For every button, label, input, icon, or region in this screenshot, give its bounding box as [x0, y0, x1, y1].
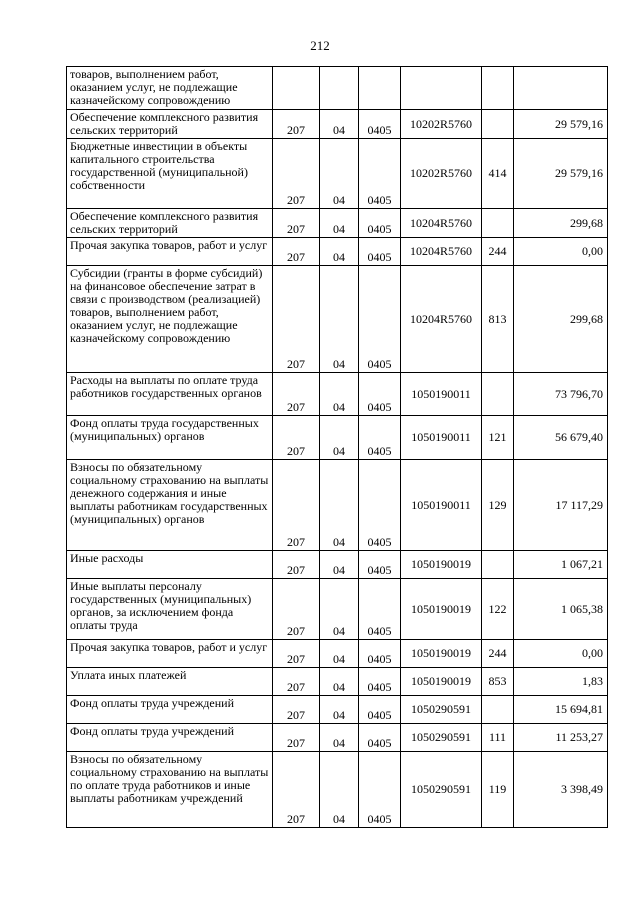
- target-code: 1050190011: [401, 460, 482, 551]
- row-name: Фонд оплаты труда учреждений: [67, 696, 273, 724]
- table-row: [67, 238, 608, 266]
- table-row: [67, 266, 608, 373]
- subsection-code: 0405: [359, 640, 401, 668]
- ministry-code: 207: [273, 460, 320, 551]
- amount: 29 579,16: [514, 110, 608, 139]
- amount: 15 694,81: [514, 696, 608, 724]
- expense-type-code: [482, 209, 514, 238]
- subsection-code: 0405: [359, 752, 401, 828]
- amount: 299,68: [514, 209, 608, 238]
- section-code: 04: [320, 110, 359, 139]
- amount: 3 398,49: [514, 752, 608, 828]
- target-code: 1050190019: [401, 668, 482, 696]
- subsection-code: 0405: [359, 416, 401, 460]
- table-row: [67, 752, 608, 828]
- table-row: [67, 209, 608, 238]
- section-code: 04: [320, 460, 359, 551]
- table-row: [67, 551, 608, 579]
- amount: 0,00: [514, 640, 608, 668]
- ministry-code: 207: [273, 551, 320, 579]
- ministry-code: 207: [273, 696, 320, 724]
- ministry-code: 207: [273, 668, 320, 696]
- expense-type-code: 244: [482, 640, 514, 668]
- section-code: 04: [320, 696, 359, 724]
- row-name: Фонд оплаты труда государственных (муниципальных) органов: [67, 416, 273, 460]
- row-name: Субсидии (гранты в форме субсидий) на финансовое обеспечение затрат в связи с производством (реализацией) товаров, выполнением работ, оказанием услуг, не подлежащие казначейскому сопровождению: [67, 266, 273, 373]
- table-row: [67, 640, 608, 668]
- row-name: Фонд оплаты труда учреждений: [67, 724, 273, 752]
- target-code: 1050190019: [401, 579, 482, 640]
- subsection-code: [359, 67, 401, 110]
- ministry-code: 207: [273, 110, 320, 139]
- target-code: [401, 67, 482, 110]
- table-row: [67, 696, 608, 724]
- amount: 56 679,40: [514, 416, 608, 460]
- expense-type-code: [482, 110, 514, 139]
- expense-type-code: [482, 373, 514, 416]
- row-name: Иные выплаты персоналу государственных (муниципальных) органов, за исключением фонда оплаты труда: [67, 579, 273, 640]
- expense-type-code: 121: [482, 416, 514, 460]
- row-name: Взносы по обязательному социальному страхованию на выплаты по оплате труда работников и иные выплаты работникам учреждений: [67, 752, 273, 828]
- table-row: [67, 724, 608, 752]
- row-name: Расходы на выплаты по оплате труда работников государственных органов: [67, 373, 273, 416]
- subsection-code: 0405: [359, 579, 401, 640]
- expense-type-code: 119: [482, 752, 514, 828]
- table-row: [67, 110, 608, 139]
- section-code: 04: [320, 266, 359, 373]
- expense-type-code: 111: [482, 724, 514, 752]
- expense-type-code: 244: [482, 238, 514, 266]
- table-row: [67, 579, 608, 640]
- subsection-code: 0405: [359, 238, 401, 266]
- amount: 299,68: [514, 266, 608, 373]
- subsection-code: 0405: [359, 139, 401, 209]
- target-code: 10204R5760: [401, 209, 482, 238]
- amount: [514, 67, 608, 110]
- subsection-code: 0405: [359, 266, 401, 373]
- target-code: 10204R5760: [401, 266, 482, 373]
- amount: 1 065,38: [514, 579, 608, 640]
- ministry-code: 207: [273, 640, 320, 668]
- section-code: 04: [320, 209, 359, 238]
- section-code: 04: [320, 416, 359, 460]
- ministry-code: 207: [273, 266, 320, 373]
- target-code: 10202R5760: [401, 110, 482, 139]
- ministry-code: [273, 67, 320, 110]
- subsection-code: 0405: [359, 696, 401, 724]
- subsection-code: 0405: [359, 724, 401, 752]
- amount: 73 796,70: [514, 373, 608, 416]
- section-code: 04: [320, 139, 359, 209]
- ministry-code: 207: [273, 752, 320, 828]
- expense-type-code: 414: [482, 139, 514, 209]
- target-code: 10202R5760: [401, 139, 482, 209]
- expense-type-code: 853: [482, 668, 514, 696]
- section-code: 04: [320, 551, 359, 579]
- table-row: [67, 67, 608, 110]
- target-code: 1050190011: [401, 373, 482, 416]
- expense-type-code: 813: [482, 266, 514, 373]
- table-row: [67, 139, 608, 209]
- budget-table-body: [67, 67, 608, 828]
- row-name: Обеспечение комплексного развития сельских территорий: [67, 209, 273, 238]
- expense-type-code: [482, 67, 514, 110]
- target-code: 1050190019: [401, 640, 482, 668]
- section-code: 04: [320, 752, 359, 828]
- amount: 17 117,29: [514, 460, 608, 551]
- ministry-code: 207: [273, 238, 320, 266]
- table-row: [67, 460, 608, 551]
- expense-type-code: [482, 696, 514, 724]
- row-name: Прочая закупка товаров, работ и услуг: [67, 640, 273, 668]
- page-number: 212: [310, 38, 330, 53]
- ministry-code: 207: [273, 579, 320, 640]
- ministry-code: 207: [273, 373, 320, 416]
- row-name: Прочая закупка товаров, работ и услуг: [67, 238, 273, 266]
- subsection-code: 0405: [359, 668, 401, 696]
- subsection-code: 0405: [359, 209, 401, 238]
- section-code: 04: [320, 238, 359, 266]
- target-code: 1050290591: [401, 724, 482, 752]
- row-name: Иные расходы: [67, 551, 273, 579]
- expense-type-code: [482, 551, 514, 579]
- subsection-code: 0405: [359, 460, 401, 551]
- section-code: 04: [320, 640, 359, 668]
- row-name: Бюджетные инвестиции в объекты капитального строительства государственной (муниципальной) собственности: [67, 139, 273, 209]
- amount: 29 579,16: [514, 139, 608, 209]
- target-code: 10204R5760: [401, 238, 482, 266]
- section-code: [320, 67, 359, 110]
- amount: 0,00: [514, 238, 608, 266]
- amount: 1 067,21: [514, 551, 608, 579]
- budget-table: [66, 66, 608, 828]
- ministry-code: 207: [273, 139, 320, 209]
- table-row: [67, 416, 608, 460]
- ministry-code: 207: [273, 209, 320, 238]
- amount: 11 253,27: [514, 724, 608, 752]
- amount: 1,83: [514, 668, 608, 696]
- table-row: [67, 668, 608, 696]
- target-code: 1050190011: [401, 416, 482, 460]
- target-code: 1050290591: [401, 696, 482, 724]
- expense-type-code: 122: [482, 579, 514, 640]
- target-code: 1050190019: [401, 551, 482, 579]
- table-row: [67, 373, 608, 416]
- subsection-code: 0405: [359, 110, 401, 139]
- section-code: 04: [320, 579, 359, 640]
- row-name: Обеспечение комплексного развития сельских территорий: [67, 110, 273, 139]
- row-name: Уплата иных платежей: [67, 668, 273, 696]
- section-code: 04: [320, 724, 359, 752]
- subsection-code: 0405: [359, 551, 401, 579]
- ministry-code: 207: [273, 724, 320, 752]
- section-code: 04: [320, 373, 359, 416]
- expense-type-code: 129: [482, 460, 514, 551]
- ministry-code: 207: [273, 416, 320, 460]
- row-name: Взносы по обязательному социальному страхованию на выплаты денежного содержания и иные выплаты работникам государственных (муниципальных) органов: [67, 460, 273, 551]
- subsection-code: 0405: [359, 373, 401, 416]
- target-code: 1050290591: [401, 752, 482, 828]
- row-name: товаров, выполнением работ, оказанием услуг, не подлежащие казначейскому сопровождению: [67, 67, 273, 110]
- section-code: 04: [320, 668, 359, 696]
